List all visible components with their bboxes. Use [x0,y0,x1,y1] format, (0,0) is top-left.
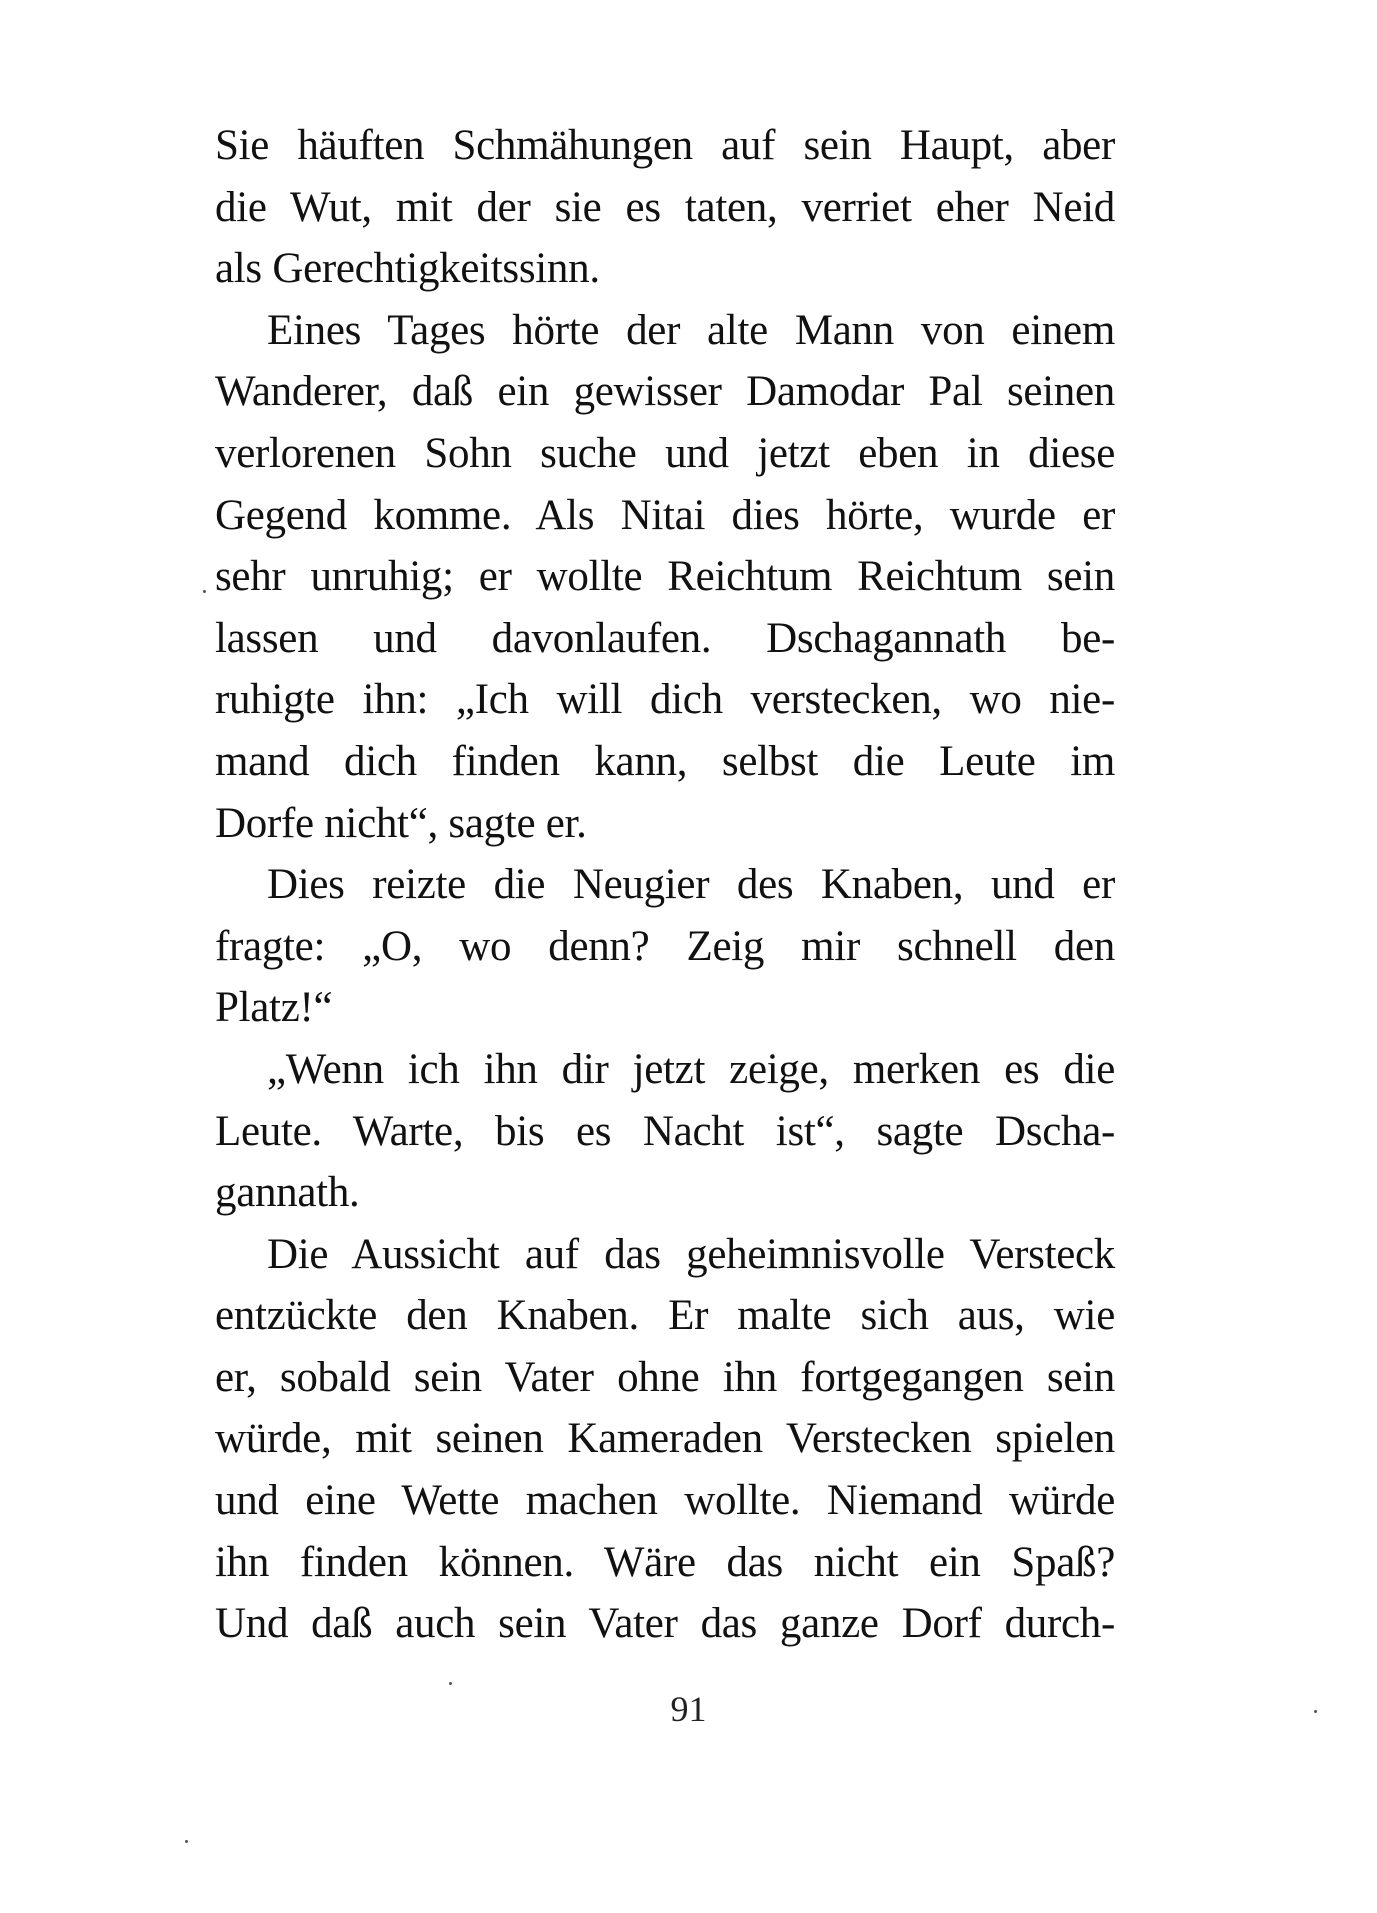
text-line: entzückte den Knaben. Er malte sich aus, wie [215,1292,1115,1340]
text-line: Dorfe nicht“, sagte er. [215,799,587,847]
text-line: Sie häuften Schmähungen auf sein Haupt, aber [215,122,1115,169]
text-line: Eines Tages hörte der alte Mann von einem [267,306,1115,354]
text-line: „Wenn ich ihn dir jetzt zeige, merken es die [267,1045,1115,1093]
text-line: mand dich finden kann, selbst die Leute im [215,737,1115,785]
text-line: Dies reizte die Neugier des Knaben, und er [267,861,1115,909]
text-line: fragte: „O, wo denn? Zeig mir schnell den [215,922,1115,970]
text-line: die Wut, mit der sie es taten, verriet eher Neid [215,183,1115,231]
text-line: als Gerechtigkeitssinn. [215,245,600,293]
text-line: und eine Wette machen wollte. Niemand würde [215,1477,1115,1525]
text-line: ihn finden können. Wäre das nicht ein Spaß? [215,1538,1115,1586]
text-line: Und daß auch sein Vater das ganze Dorf durch- [215,1600,1115,1648]
text-line: Gegend komme. Als Nitai dies hörte, wurde er [215,491,1115,539]
text-line: Die Aussicht auf das geheimnisvolle Versteck [267,1230,1115,1278]
text-line: würde, mit seinen Kameraden Verstecken spielen [215,1415,1115,1463]
scan-speck [185,1840,188,1843]
text-line: lassen und davonlaufen. Dschagannath be- [215,614,1115,662]
text-line: Leute. Warte, bis es Nacht ist“, sagte Dscha- [215,1107,1115,1155]
text-line: ruhigte ihn: „Ich will dich verstecken, wo nie- [215,676,1115,724]
text-line: sehr unruhig; er wollte Reichtum Reichtum sein [215,553,1115,601]
text-line: Platz!“ [215,984,333,1032]
text-line: Wanderer, daß ein gewisser Damodar Pal seinen [215,368,1115,416]
scan-speck [449,1682,452,1685]
text-line: gannath. [215,1169,360,1217]
text-line: verlorenen Sohn suche und jetzt eben in diese [215,429,1115,477]
scan-speck [1314,1710,1317,1713]
scan-speck [203,590,206,593]
text-line: er, sobald sein Vater ohne ihn fortgegangen sein [215,1353,1115,1401]
page-number: 91 [670,1689,707,1729]
page-body-text [215,115,1115,1655]
